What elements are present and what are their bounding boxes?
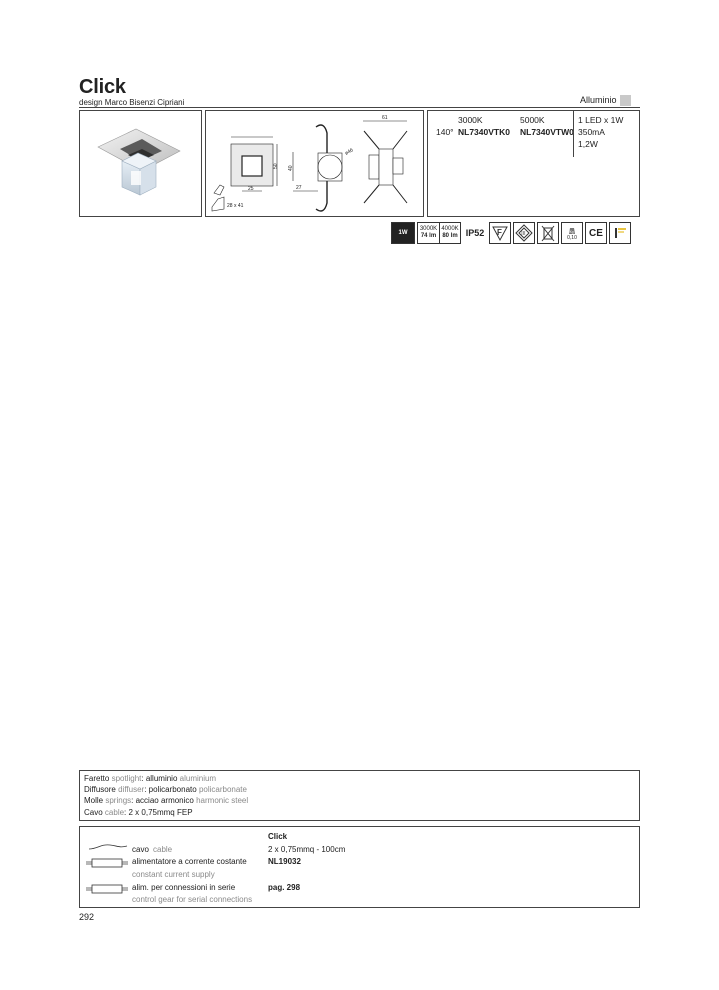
material-label: Cavo [84, 807, 103, 817]
dim-label-width: 61 [382, 115, 388, 121]
spec-beam-angle: 140° [436, 127, 454, 137]
lumen-3000k-block [420, 226, 437, 240]
accessory-page-ref: pag. 298 [268, 883, 301, 892]
accessory-value: 2 x 0,75mmq - 100cm [268, 845, 346, 854]
material-value: policarbonato [148, 785, 197, 795]
accessory-name: cavo [132, 845, 149, 854]
technical-drawing-svg [206, 111, 423, 216]
material-label-en: diffuser [118, 785, 145, 795]
weight-unit: Kg [569, 229, 574, 234]
lumen-badge-4000k [439, 222, 461, 244]
dim-label-inner-width: 25 [248, 186, 254, 192]
serial-supply-icon [86, 883, 128, 895]
product-title: Click [79, 76, 126, 98]
profile-plate [369, 155, 379, 179]
spec-col-3000k: 3000K [458, 115, 483, 125]
lumen-3000k-value: 74 lm [420, 233, 437, 239]
material-value: alluminio [145, 774, 178, 783]
accessory-name-en: cable [153, 845, 173, 854]
product-photo [79, 110, 202, 217]
lumen-3000k-temp: 3000K [419, 226, 438, 232]
page-number: 292 [79, 912, 95, 922]
material-row: Diffusore diffuser: policarbonato policarbonate [84, 785, 247, 795]
material-value: acciao armonico [135, 796, 194, 806]
spec-current: 350mA [578, 127, 605, 137]
accessory-name: alim. per connessioni in serie [132, 883, 236, 892]
lumen-badge-3000k [417, 222, 439, 244]
lumen-4000k-block [441, 226, 458, 240]
accessory-name-en: control gear for serial connections [132, 895, 253, 904]
ce-mark-icon: CE [585, 222, 607, 244]
header-divider [79, 107, 640, 108]
svg-text:F: F [497, 228, 502, 237]
spring-bottom [316, 177, 327, 211]
technical-drawing [205, 110, 424, 217]
accessory-name: alimentatore a corrente costante [132, 857, 247, 866]
product-photo-image [80, 111, 201, 216]
spec-code-3000k: NL7340VTK0 [458, 127, 510, 137]
dim-label-depth: 27 [296, 185, 302, 191]
front-view-window [242, 156, 262, 176]
class-iii-icon [513, 222, 535, 244]
finish-indicator [580, 94, 631, 106]
spec-code-5000k: NL7340VTW0 [520, 127, 574, 137]
dim-label-diameter: ø46 [344, 147, 355, 157]
material-value-en: aluminium [179, 774, 217, 783]
f-mark-icon [489, 222, 511, 244]
spec-col-5000k: 5000K [520, 115, 545, 125]
svg-text:III: III [521, 231, 526, 237]
certification-icons [391, 222, 633, 244]
material-label-en: cable [104, 807, 125, 817]
led-light-icon [609, 222, 631, 244]
cutout-icon-top [214, 185, 224, 195]
dim-label-height-outer: 50 [273, 163, 279, 169]
accessories-header: Click [268, 832, 288, 841]
material-label: Faretto [84, 774, 110, 783]
accessories-box [79, 826, 640, 908]
weee-bin-icon [537, 222, 559, 244]
side-view-body [318, 153, 342, 181]
lumen-4000k-temp: 4000K [441, 226, 459, 232]
profile-body [379, 149, 393, 185]
material-value-en: policarbonate [198, 785, 247, 795]
material-row: Faretto spotlight: alluminio aluminium [84, 774, 217, 783]
finish-swatch [620, 95, 631, 106]
weight-badge [561, 222, 583, 244]
power-supply-icon [86, 857, 128, 869]
spring-top [316, 125, 327, 156]
material-value-en: harmonic steel [196, 796, 249, 806]
profile-connector [393, 158, 403, 174]
watt-badge: 1W [391, 222, 415, 244]
accessory-name-en: constant current supply [132, 870, 215, 879]
cutout-icon [212, 197, 224, 211]
material-label: Diffusore [84, 785, 116, 795]
material-label-en: spotlight [111, 774, 142, 783]
accessory-code: NL19032 [268, 857, 301, 866]
spec-divider [573, 111, 574, 157]
material-label-en: springs [105, 796, 132, 806]
material-label: Molle [84, 796, 104, 806]
material-value: 2 x 0,75mmq FEP [128, 807, 193, 817]
cutout-label: 28 x 41 [227, 203, 244, 209]
spec-power: 1,2W [578, 139, 598, 149]
ip-rating: IP52 [465, 227, 485, 238]
material-row: Cavo cable: 2 x 0,75mmq FEP [84, 807, 193, 817]
lumen-4000k-value: 80 lm [442, 233, 458, 239]
weight-value: 0,10 [567, 234, 577, 241]
designer-credit: design Marco Bisenzi Cipriani [79, 98, 185, 107]
cable-icon [88, 842, 128, 852]
material-row: Molle springs: acciao armonico harmonic steel [84, 796, 249, 806]
dim-label-height-inner: 40 [288, 165, 294, 171]
spec-table [427, 110, 640, 217]
spec-led: 1 LED x 1W [578, 115, 624, 125]
materials-box [79, 770, 640, 821]
finish-label: Alluminio [580, 95, 617, 105]
